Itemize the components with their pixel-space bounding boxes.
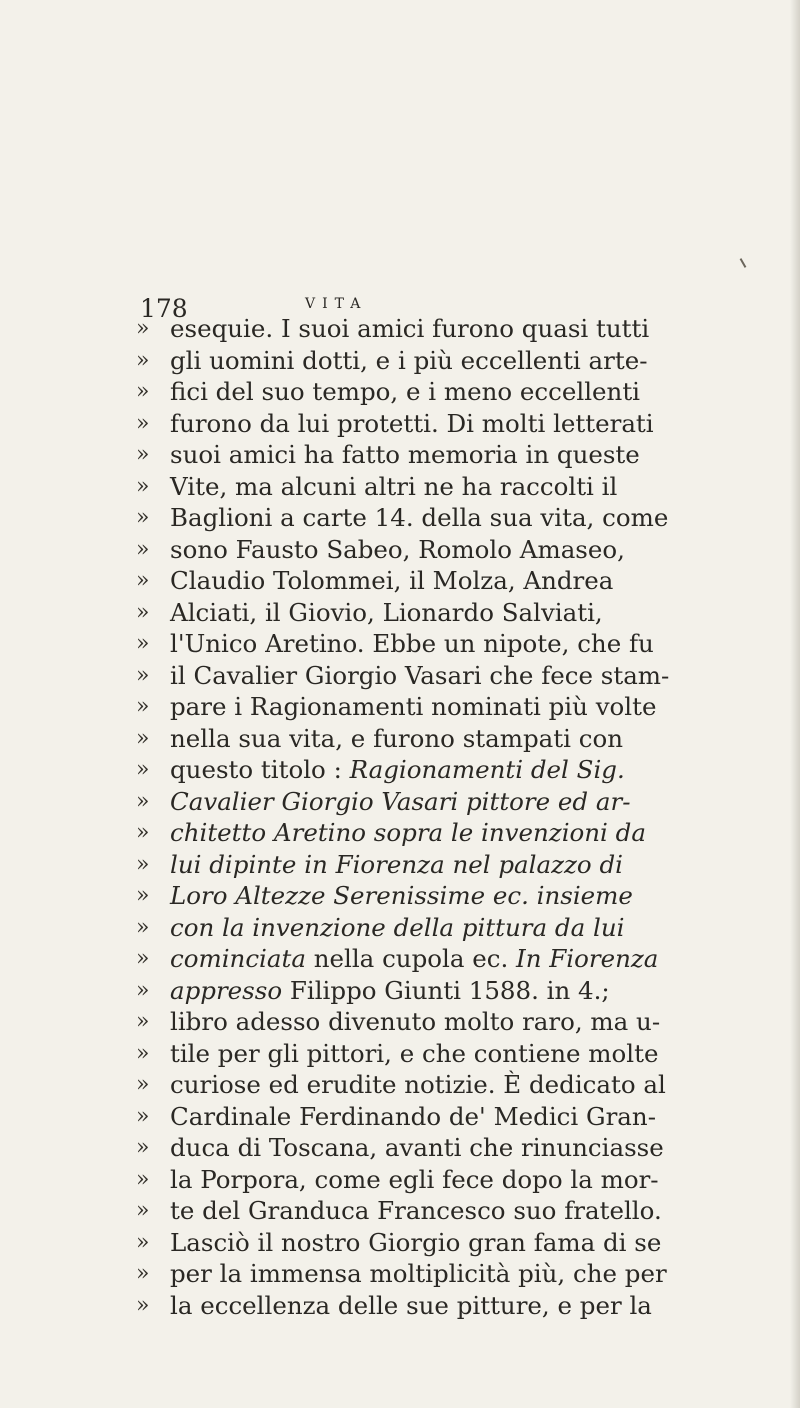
italic-segment: lui dipinte in Fiorenza nel palazzo di: [170, 849, 623, 879]
italic-segment: chitetto Aretino sopra le invenzioni da: [170, 818, 646, 847]
text-segment: suoi amici ha fatto memoria in queste: [170, 440, 640, 469]
quote-mark: »: [136, 347, 150, 373]
text-line: [136, 1164, 776, 1196]
line-text: [170, 880, 633, 912]
text-line: [136, 1006, 776, 1038]
text-segment: fici del suo tempo, e i meno eccellenti: [170, 377, 640, 406]
quote-mark: »: [136, 977, 150, 1003]
text-line: [136, 565, 776, 597]
line-text: [170, 345, 647, 377]
line-text: [170, 660, 669, 692]
italic-segment: Cavalier Giorgio Vasari pittore ed ar-: [170, 786, 631, 816]
text-line: [136, 597, 776, 629]
text-line: [136, 408, 776, 440]
text-line: [136, 1038, 776, 1070]
text-segment: pare i Ragionamenti nominati più volte: [170, 692, 657, 721]
text-line: [136, 313, 776, 345]
quote-mark: »: [136, 757, 150, 782]
text-segment: la Porpora, come egli fece dopo la mor-: [170, 1164, 659, 1194]
page-number: 178: [140, 294, 188, 323]
italic-segment: Ragionamenti del Sig.: [349, 755, 625, 784]
text-line: [136, 880, 776, 912]
text-line: [136, 912, 776, 944]
line-text: [170, 439, 640, 471]
text-segment: l'Unico Aretino. Ebbe un nipote, che fu: [170, 629, 654, 658]
line-text: [170, 502, 668, 534]
text-line: [136, 786, 776, 818]
text-segment: esequie. I suoi amici furono quasi tutti: [170, 314, 650, 343]
line-text: [170, 1132, 664, 1164]
quote-mark: »: [136, 1135, 150, 1160]
quote-mark: »: [136, 1229, 150, 1255]
quote-mark: »: [136, 505, 150, 530]
line-text: [170, 408, 654, 440]
text-segment: furono da lui protetti. Di molti letterati: [170, 408, 654, 438]
quote-mark: »: [136, 694, 150, 719]
italic-segment: cominciata: [170, 944, 306, 973]
line-text: [170, 1290, 652, 1322]
quote-mark: »: [136, 1072, 150, 1097]
text-line: [136, 849, 776, 881]
line-text: [170, 691, 656, 723]
quote-mark: »: [136, 410, 150, 436]
text-segment: Lasciò il nostro Giorgio gran fama di se: [170, 1227, 662, 1257]
quote-mark: »: [136, 851, 150, 877]
ink-mark: [740, 258, 747, 268]
line-text: [170, 1227, 661, 1259]
quote-mark: »: [136, 473, 150, 499]
quote-mark: »: [136, 599, 150, 625]
line-text: [170, 849, 623, 881]
quote-mark: »: [136, 662, 150, 688]
text-line: [136, 1227, 776, 1259]
quote-mark: »: [136, 631, 150, 656]
text-line: [136, 1132, 776, 1164]
quote-mark: »: [136, 1166, 150, 1192]
text-line: [136, 534, 776, 566]
text-segment: sono Fausto Sabeo, Romolo Amaseo,: [170, 534, 625, 564]
quote-mark: »: [136, 788, 150, 814]
line-text: [170, 912, 624, 944]
quote-mark: »: [136, 379, 150, 404]
text-line: [136, 817, 776, 849]
line-text: [170, 597, 603, 629]
line-text: [170, 1101, 656, 1133]
line-text: [170, 1258, 667, 1290]
text-line: [136, 1195, 776, 1227]
quote-mark: »: [136, 946, 150, 971]
text-line: [136, 1069, 776, 1101]
text-segment: Alciati, il Giovio, Lionardo Salviati,: [170, 597, 603, 627]
line-text: [170, 975, 610, 1007]
quote-mark: »: [136, 442, 150, 467]
text-segment: nella cupola ec.: [305, 944, 517, 973]
text-line: [136, 754, 776, 786]
text-segment: tile per gli pittori, e che contiene molte: [170, 1038, 659, 1068]
line-text: [170, 1006, 660, 1038]
line-text: [170, 313, 649, 345]
text-segment: il Cavalier Giorgio Vasari che fece stam-: [170, 660, 670, 690]
text-line: [136, 691, 776, 723]
quote-mark: »: [136, 820, 150, 845]
line-text: [170, 1069, 666, 1101]
italic-segment: appresso: [170, 975, 283, 1005]
quote-mark: »: [136, 914, 150, 940]
text-line: [136, 502, 776, 534]
body-text: [136, 313, 776, 1321]
text-segment: Filippo Giunti 1588. in 4.;: [282, 975, 610, 1005]
line-text: [170, 471, 617, 503]
line-text: [170, 1164, 659, 1196]
text-segment: libro adesso divenuto molto raro, ma u-: [170, 1007, 661, 1036]
text-line: [136, 1290, 776, 1322]
line-text: [170, 723, 623, 755]
text-line: [136, 345, 776, 377]
text-segment: Baglioni a carte 14. della sua vita, come: [170, 503, 669, 532]
text-segment: questo titolo :: [170, 755, 350, 784]
quote-mark: »: [136, 1198, 150, 1223]
text-segment: curiose ed erudite notizie. È dedicato al: [170, 1070, 666, 1099]
text-line: [136, 723, 776, 755]
text-segment: duca di Toscana, avanti che rinunciasse: [170, 1133, 664, 1162]
line-text: [170, 565, 613, 597]
line-text: [170, 786, 631, 818]
line-text: [170, 1038, 658, 1070]
quote-mark: »: [136, 725, 150, 751]
quote-mark: »: [136, 1292, 150, 1318]
line-text: [170, 1195, 662, 1227]
line-text: [170, 534, 625, 566]
running-head: VITA: [305, 296, 368, 312]
text-segment: Cardinale Ferdinando de' Medici Gran-: [170, 1101, 656, 1131]
text-segment: la eccellenza delle sue pitture, e per la: [170, 1290, 652, 1320]
quote-mark: »: [136, 536, 150, 562]
quote-mark: »: [136, 883, 150, 908]
text-segment: Claudio Tolommei, il Molza, Andrea: [170, 566, 614, 595]
text-line: [136, 439, 776, 471]
text-line: [136, 1101, 776, 1133]
text-line: [136, 975, 776, 1007]
italic-segment: con la invenzione della pittura da lui: [170, 912, 625, 942]
quote-mark: »: [136, 1261, 150, 1286]
quote-mark: »: [136, 316, 150, 341]
text-segment: Vite, ma alcuni altri ne ha raccolti il: [170, 471, 618, 501]
text-line: [136, 1258, 776, 1290]
page-edge-shadow: [790, 0, 800, 1408]
text-segment: nella sua vita, e furono stampati con: [170, 723, 623, 753]
text-segment: te del Granduca Francesco suo fratello.: [170, 1196, 662, 1225]
line-text: [170, 628, 654, 660]
italic-segment: Loro Altezze Serenissime ec. insieme: [170, 881, 633, 910]
italic-segment: In Fiorenza: [516, 944, 659, 973]
text-line: [136, 376, 776, 408]
line-text: [170, 817, 646, 849]
line-text: [170, 376, 640, 408]
line-text: [170, 943, 658, 975]
text-segment: gli uomini dotti, e i più eccellenti arte-: [170, 345, 648, 375]
text-line: [136, 943, 776, 975]
quote-mark: »: [136, 1103, 150, 1129]
text-line: [136, 628, 776, 660]
text-segment: per la immensa moltiplicità più, che per: [170, 1259, 667, 1288]
text-line: [136, 660, 776, 692]
quote-mark: »: [136, 1040, 150, 1066]
text-line: [136, 471, 776, 503]
quote-mark: »: [136, 1009, 150, 1034]
line-text: [170, 754, 625, 786]
quote-mark: »: [136, 568, 150, 593]
